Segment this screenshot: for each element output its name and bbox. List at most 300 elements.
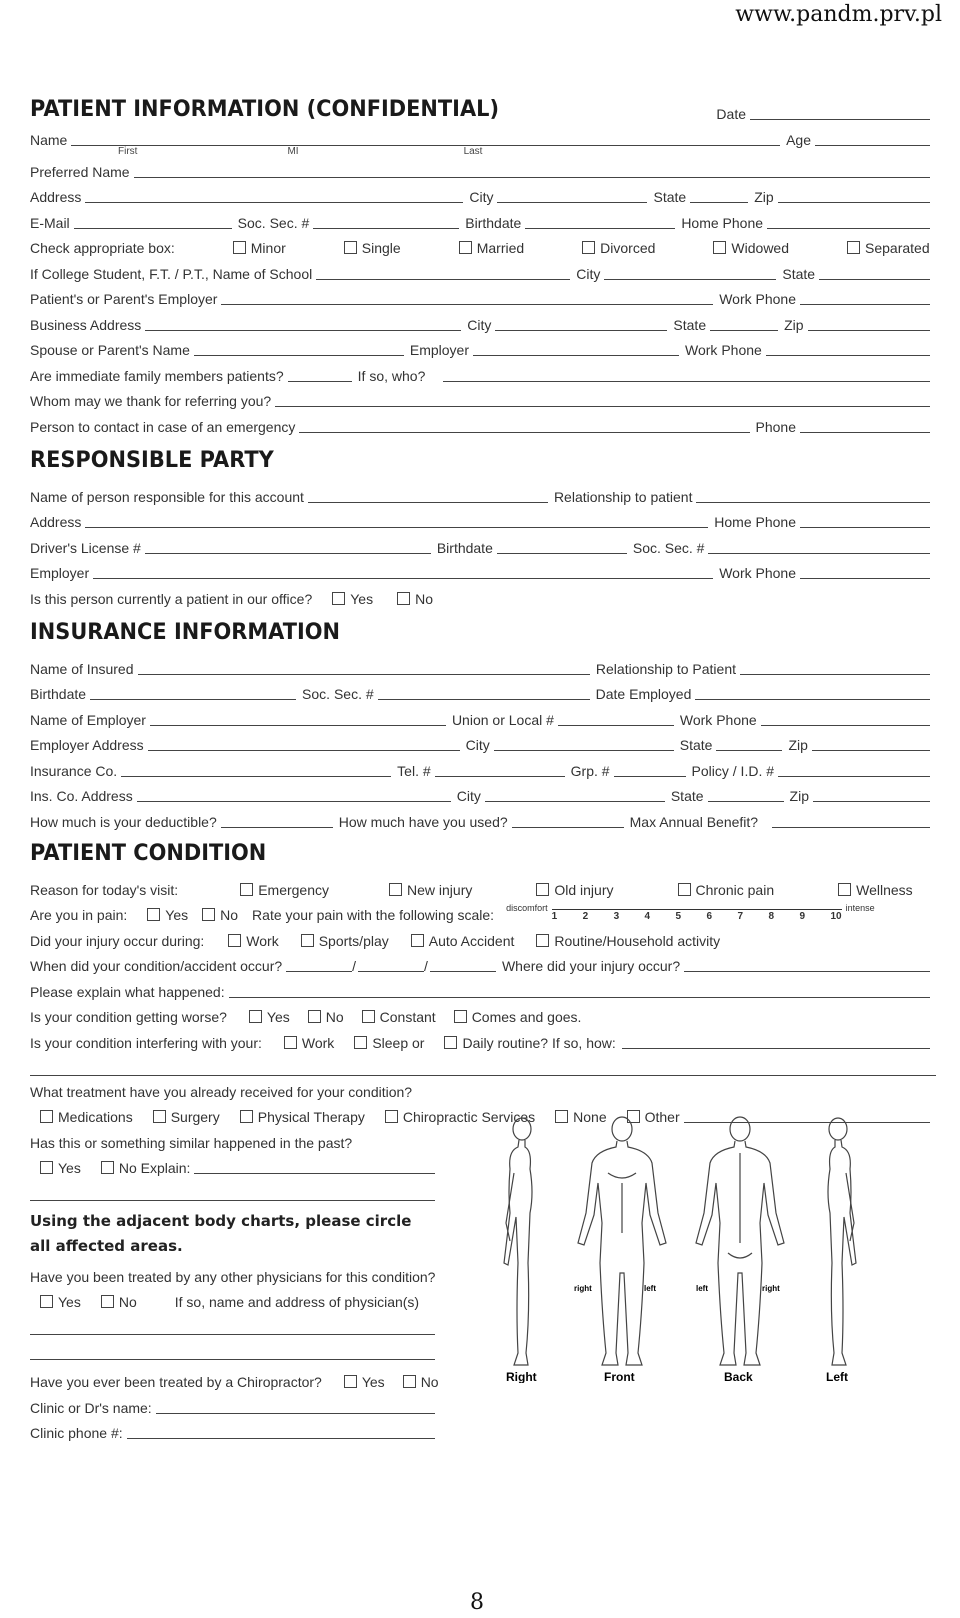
referring-row — [30, 384, 936, 410]
treatment-label: What treatment have you already received for your condition? — [30, 1083, 413, 1100]
checkbox[interactable] — [40, 1161, 53, 1174]
spouse-work-phone-label: Work Phone — [685, 342, 762, 358]
in-pain-label: Are you in pain: — [30, 907, 128, 923]
option-label: Single — [361, 240, 401, 256]
interfering-sleep[interactable] — [354, 1035, 424, 1051]
during-work[interactable] — [228, 933, 278, 949]
address-label: Address — [30, 189, 82, 205]
grp-label: Grp. # — [570, 762, 610, 779]
emergency-label: Person to contact in case of an emergency — [30, 418, 296, 435]
referring-label: Whom may we thank for referring you? — [30, 393, 272, 409]
employer-name-field[interactable] — [150, 711, 446, 726]
insurance-state-label: State — [679, 737, 713, 753]
scale-line — [552, 909, 842, 910]
reason-chronic-pain[interactable] — [678, 882, 775, 898]
similar-explain-field[interactable] — [194, 1159, 435, 1174]
spouse-field[interactable] — [194, 341, 404, 356]
employer-label: Patient's or Parent's Employer — [30, 291, 218, 307]
state-label: State — [653, 189, 687, 205]
responsible-birthdate-label: Birthdate — [436, 539, 493, 556]
section-title-insurance: INSURANCE INFORMATION — [30, 619, 340, 645]
similar-yes[interactable]: Yes — [58, 1160, 81, 1176]
figure-label-left: Left — [826, 1370, 848, 1383]
company-row — [30, 753, 936, 779]
option-label: Wellness — [856, 881, 913, 898]
employer-field[interactable] — [221, 290, 713, 305]
clinic-name-field[interactable] — [156, 1399, 435, 1414]
checkbox[interactable] — [344, 241, 357, 254]
name-field[interactable] — [71, 131, 780, 146]
front-side-label-left: left — [644, 1284, 656, 1293]
checkbox[interactable] — [40, 1110, 53, 1123]
referring-field[interactable] — [275, 392, 930, 407]
checkbox[interactable] — [536, 883, 549, 896]
zip-label: Zip — [754, 189, 774, 205]
option-label: Widowed — [731, 240, 790, 256]
responsible-soc-sec-field[interactable] — [708, 539, 930, 554]
responsible-name-row — [30, 473, 936, 505]
where-label: Where did your injury occur? — [501, 958, 681, 974]
date-employed-field[interactable] — [695, 685, 930, 700]
responsible-employer-field[interactable] — [93, 564, 713, 579]
scale-number[interactable]: 1 — [551, 911, 558, 922]
email-row — [30, 205, 936, 231]
reason-row — [30, 866, 936, 898]
responsible-relationship-field[interactable] — [696, 488, 930, 503]
name-label: Name — [30, 131, 68, 148]
body-note-line-2: all affected areas. — [30, 1237, 183, 1255]
status-row — [30, 231, 936, 257]
co-zip-field[interactable] — [813, 787, 930, 802]
scale-number[interactable]: 10 — [830, 911, 842, 922]
scale-number[interactable]: 8 — [768, 911, 775, 922]
responsible-employer-row — [30, 556, 936, 582]
emergency-field[interactable] — [299, 418, 749, 433]
tel-field[interactable] — [435, 762, 565, 777]
current-patient-no[interactable] — [397, 591, 433, 607]
interfering-row — [30, 1025, 936, 1051]
lower-left-column — [30, 1125, 439, 1441]
work-phone-field[interactable] — [800, 290, 930, 305]
email-field[interactable] — [74, 214, 232, 229]
option-label: Yes — [165, 907, 189, 923]
where-field[interactable] — [684, 957, 930, 972]
home-phone-label: Home Phone — [681, 214, 764, 231]
business-state-label: State — [673, 316, 707, 333]
insured-birthdate-field[interactable] — [90, 685, 296, 700]
option-label: Sports/play — [318, 932, 389, 949]
co-state-field[interactable] — [708, 787, 784, 802]
option-label: Emergency — [258, 881, 329, 898]
home-phone-field[interactable] — [767, 214, 930, 229]
college-label: If College Student, F.T. / P.T., Name of School — [30, 265, 313, 282]
responsible-soc-sec-label: Soc. Sec. # — [632, 539, 705, 556]
school-field[interactable] — [316, 265, 570, 280]
option-label: Yes — [266, 1009, 290, 1025]
interfering-daily[interactable] — [444, 1035, 615, 1051]
clinic-phone-field[interactable] — [127, 1424, 435, 1439]
when-year-field[interactable] — [430, 957, 496, 972]
co-city-label: City — [456, 788, 481, 804]
license-label: Driver's License # — [30, 539, 141, 556]
worse-comes-goes[interactable] — [454, 1009, 582, 1025]
co-address-row — [30, 779, 936, 805]
checkbox[interactable] — [678, 883, 691, 896]
treatment-medications[interactable]: Medications — [58, 1109, 133, 1125]
chiropractor-row — [30, 1360, 439, 1390]
if-so-who-label: If so, who? — [357, 367, 426, 384]
insurance-city-field[interactable] — [494, 736, 674, 751]
body-figure-left[interactable] — [828, 1118, 856, 1365]
checkbox[interactable] — [344, 1375, 357, 1388]
option-label: Sleep or — [372, 1034, 425, 1051]
insurance-state-field[interactable] — [716, 736, 782, 751]
similar-row — [30, 1125, 435, 1151]
current-patient-label: Is this person currently a patient in our office? — [30, 590, 313, 607]
option-label: New injury — [407, 881, 473, 898]
checkbox[interactable] — [582, 241, 595, 254]
policy-label: Policy / I.D. # — [691, 762, 775, 779]
checkbox[interactable] — [536, 934, 549, 947]
grp-field[interactable] — [614, 762, 686, 777]
insurance-zip-field[interactable] — [812, 736, 930, 751]
max-benefit-field[interactable] — [772, 813, 930, 828]
section-title-responsible: RESPONSIBLE PARTY — [30, 447, 274, 473]
option-label: Work — [246, 932, 279, 949]
preferred-row — [30, 158, 936, 180]
checkbox[interactable] — [40, 1295, 53, 1308]
used-label: How much have you used? — [338, 813, 508, 830]
responsible-home-phone-field[interactable] — [800, 513, 930, 528]
city-label: City — [469, 189, 494, 205]
insured-field[interactable] — [138, 660, 590, 675]
max-benefit-label: Max Annual Benefit? — [629, 813, 759, 830]
family-field[interactable] — [288, 367, 352, 382]
responsible-work-phone-label: Work Phone — [719, 565, 796, 581]
site-url: www.pandm.prv.pl — [735, 2, 942, 27]
status-option-single[interactable] — [344, 240, 401, 256]
checkbox[interactable] — [403, 1375, 416, 1388]
pain-no[interactable] — [202, 907, 238, 923]
section-title-condition: PATIENT CONDITION — [30, 840, 267, 866]
emergency-phone-label: Phone — [755, 418, 796, 435]
co-address-field[interactable] — [137, 787, 451, 802]
clinic-name-label: Clinic or Dr's name: — [30, 1399, 152, 1416]
figure-label-front: Front — [604, 1370, 635, 1383]
option-label: Chronic pain — [695, 881, 775, 898]
college-city-field[interactable] — [604, 265, 776, 280]
figure-label-back: Back — [724, 1370, 753, 1383]
scale-number[interactable]: 7 — [737, 911, 744, 922]
work-phone-label: Work Phone — [719, 291, 796, 307]
interfering-extra-line[interactable] — [30, 1051, 936, 1076]
scale-number[interactable]: 5 — [675, 911, 682, 922]
business-city-field[interactable] — [495, 316, 667, 331]
option-label: Daily routine? If so, how: — [462, 1034, 616, 1051]
mi-sublabel: MI — [287, 145, 299, 157]
when-month-field[interactable] — [286, 957, 352, 972]
employer-address-field[interactable] — [148, 736, 460, 751]
insurance-work-phone-label: Work Phone — [679, 711, 757, 728]
preferred-name-field[interactable] — [134, 163, 930, 178]
preferred-name-label: Preferred Name — [30, 163, 130, 180]
option-label: No — [220, 907, 239, 923]
pain-scale-bar[interactable] — [552, 903, 842, 923]
physicians-yes[interactable]: Yes — [58, 1294, 81, 1310]
responsible-address-field[interactable] — [85, 513, 708, 528]
option-label: Separated — [865, 240, 930, 256]
rate-pain-label: Rate your pain with the following scale: — [252, 907, 495, 923]
similar-no-explain[interactable]: No Explain: — [118, 1160, 191, 1176]
checkbox[interactable] — [240, 1110, 253, 1123]
similar-extra-line[interactable] — [30, 1176, 435, 1201]
checkbox[interactable] — [153, 1110, 166, 1123]
scale-number[interactable]: 4 — [644, 911, 651, 922]
checkbox[interactable] — [308, 1010, 321, 1023]
body-figure-right[interactable] — [504, 1118, 532, 1365]
physician-line-2[interactable] — [30, 1335, 435, 1360]
during-sports[interactable] — [301, 933, 389, 949]
chiropractor-yes[interactable]: Yes — [361, 1374, 385, 1390]
insured-soc-sec-field[interactable] — [378, 685, 590, 700]
checkbox[interactable] — [397, 592, 410, 605]
status-option-separated[interactable] — [847, 240, 930, 256]
spouse-row — [30, 333, 936, 359]
checkbox[interactable] — [249, 1010, 262, 1023]
when-day-field[interactable] — [358, 957, 424, 972]
insurance-zip-label: Zip — [788, 737, 808, 753]
lower-section — [30, 1125, 936, 1441]
status-option-widowed[interactable] — [713, 240, 789, 256]
page-number: 8 — [470, 1590, 484, 1615]
who-field[interactable] — [443, 367, 930, 382]
status-option-minor[interactable] — [233, 240, 286, 256]
employer-address-label: Employer Address — [30, 737, 144, 753]
when-row: When did your condition/accident occur? / / Where did your injury occur? — [30, 949, 936, 975]
deductible-row — [30, 804, 936, 830]
option-label: Old injury — [554, 881, 614, 898]
other-physicians-label: Have you been treated by any other physicians for this condition? — [30, 1268, 436, 1285]
scale-number[interactable]: 6 — [706, 911, 713, 922]
checkbox[interactable] — [202, 908, 215, 921]
state-field[interactable] — [690, 188, 748, 203]
treatment-row — [30, 1076, 936, 1100]
responsible-work-phone-field[interactable] — [800, 564, 930, 579]
insured-label: Name of Insured — [30, 660, 134, 677]
union-field[interactable] — [558, 711, 674, 726]
responsible-home-phone-label: Home Phone — [714, 514, 796, 530]
clinic-phone-label: Clinic phone #: — [30, 1425, 123, 1441]
current-patient-yes[interactable] — [332, 591, 373, 607]
checkbox[interactable] — [354, 1036, 367, 1049]
other-physicians-row — [30, 1259, 435, 1285]
worse-yes[interactable] — [249, 1009, 290, 1025]
checkbox[interactable] — [228, 934, 241, 947]
date-label: Date — [716, 106, 746, 122]
company-field[interactable] — [121, 762, 391, 777]
checkbox[interactable] — [444, 1036, 457, 1049]
used-field[interactable] — [512, 813, 624, 828]
checkbox[interactable] — [838, 883, 851, 896]
address-field[interactable] — [85, 188, 463, 203]
option-label: Routine/Household activity — [554, 932, 721, 949]
business-address-field[interactable] — [145, 316, 461, 331]
last-sublabel: Last — [463, 145, 483, 157]
insured-birthdate-row — [30, 677, 936, 703]
option-label: Yes — [350, 590, 374, 607]
discomfort-label: discomfort — [506, 903, 548, 913]
treatment-surgery[interactable]: Surgery — [170, 1109, 220, 1125]
employer-row — [30, 282, 936, 308]
spouse-employer-field[interactable] — [473, 341, 679, 356]
option-label: Work — [301, 1034, 335, 1051]
checkbox[interactable] — [147, 908, 160, 921]
checkbox[interactable] — [101, 1161, 114, 1174]
reason-new-injury[interactable] — [389, 882, 472, 898]
business-zip-field[interactable] — [808, 316, 930, 331]
responsible-employer-label: Employer — [30, 565, 90, 581]
checkbox[interactable] — [301, 934, 314, 947]
email-label: E-Mail — [30, 214, 70, 231]
during-routine[interactable] — [536, 933, 720, 949]
physician-note: If so, name and address of physician(s) — [174, 1294, 420, 1310]
employer-name-row — [30, 702, 936, 728]
insurance-work-phone-field[interactable] — [761, 711, 930, 726]
chiropractor-no[interactable]: No — [420, 1374, 439, 1390]
body-figure-back[interactable] — [696, 1117, 784, 1365]
patient-form — [30, 88, 936, 1441]
soc-sec-field[interactable] — [313, 214, 459, 229]
reason-emergency[interactable] — [240, 882, 329, 898]
insured-relationship-field[interactable] — [740, 660, 930, 675]
checkbox[interactable] — [847, 241, 860, 254]
spouse-work-phone-field[interactable] — [766, 341, 930, 356]
interfering-work[interactable] — [284, 1035, 334, 1051]
reason-old-injury[interactable] — [536, 882, 613, 898]
first-sublabel: First — [118, 145, 138, 157]
option-label: Divorced — [600, 240, 656, 256]
title-row — [30, 88, 936, 122]
status-option-married[interactable] — [459, 240, 524, 256]
explain-field[interactable] — [229, 983, 930, 998]
worse-constant[interactable] — [362, 1009, 436, 1025]
body-charts[interactable] — [492, 1113, 932, 1383]
physicians-no[interactable]: No — [118, 1294, 137, 1310]
checkbox[interactable] — [385, 1110, 398, 1123]
deductible-field[interactable] — [221, 813, 333, 828]
deductible-label: How much is your deductible? — [30, 813, 217, 830]
zip-field[interactable] — [778, 188, 930, 203]
date-employed-label: Date Employed — [595, 686, 692, 702]
treatment-chiropractic[interactable]: Chiropractic Services — [402, 1109, 536, 1125]
license-field[interactable] — [145, 539, 431, 554]
license-row — [30, 530, 936, 556]
date-field[interactable] — [750, 105, 930, 120]
age-field[interactable] — [815, 131, 930, 146]
policy-field[interactable] — [778, 762, 930, 777]
physician-line-1[interactable] — [30, 1310, 435, 1335]
reason-label: Reason for today's visit: — [30, 881, 179, 898]
scale-number[interactable]: 9 — [799, 911, 806, 922]
business-address-row — [30, 307, 936, 333]
during-auto[interactable] — [411, 933, 515, 949]
front-side-label-right: right — [574, 1284, 592, 1293]
co-zip-label: Zip — [789, 788, 809, 804]
scale-number[interactable]: 2 — [582, 911, 589, 922]
status-option-divorced[interactable] — [582, 240, 655, 256]
college-state-field[interactable] — [819, 265, 930, 280]
business-address-label: Business Address — [30, 316, 142, 333]
pain-yes[interactable] — [147, 907, 188, 923]
treatment-physical-therapy[interactable]: Physical Therapy — [257, 1109, 365, 1125]
responsible-address-label: Address — [30, 514, 82, 530]
worse-no[interactable] — [308, 1009, 344, 1025]
checkbox[interactable] — [101, 1295, 114, 1308]
company-label: Insurance Co. — [30, 762, 118, 779]
checkbox[interactable] — [389, 883, 402, 896]
family-row — [30, 358, 936, 384]
age-label: Age — [786, 131, 811, 148]
when-label: When did your condition/accident occur? — [30, 958, 283, 974]
checkbox[interactable] — [233, 241, 246, 254]
body-figure-front[interactable] — [578, 1117, 666, 1365]
college-city-label: City — [576, 265, 601, 282]
scale-number[interactable]: 3 — [613, 911, 620, 922]
checkbox[interactable] — [713, 241, 726, 254]
clinic-phone-row — [30, 1416, 435, 1442]
option-label: Married — [476, 240, 525, 256]
treatment-other[interactable]: Other — [644, 1109, 680, 1125]
spouse-employer-label: Employer — [409, 342, 470, 358]
responsible-address-row — [30, 505, 936, 531]
checkbox[interactable] — [332, 592, 345, 605]
insurance-city-label: City — [465, 737, 490, 753]
business-state-field[interactable] — [710, 316, 778, 331]
checkbox[interactable] — [454, 1010, 467, 1023]
figure-label-right: Right — [506, 1370, 537, 1383]
chiropractor-label: Have you ever been treated by a Chiropractor? — [30, 1374, 322, 1390]
worse-row — [30, 1000, 936, 1026]
co-city-field[interactable] — [485, 787, 665, 802]
other-physicians-options-row — [30, 1285, 435, 1311]
option-label: Constant — [379, 1009, 436, 1025]
check-box-label: Check appropriate box: — [30, 240, 175, 256]
back-side-label-right: right — [762, 1284, 780, 1293]
reason-wellness[interactable] — [838, 882, 913, 898]
address-row — [30, 180, 936, 206]
checkbox[interactable] — [459, 241, 472, 254]
college-state-label: State — [782, 265, 816, 282]
city-field[interactable] — [497, 188, 647, 203]
interfering-field[interactable] — [622, 1034, 930, 1049]
checkbox[interactable] — [362, 1010, 375, 1023]
co-address-label: Ins. Co. Address — [30, 788, 133, 804]
similar-label: Has this or something similar happened in the past? — [30, 1134, 353, 1151]
checkbox[interactable] — [411, 934, 424, 947]
injury-during-label: Did your injury occur during: — [30, 932, 205, 949]
treatment-none[interactable]: None — [573, 1109, 607, 1125]
responsible-birthdate-field[interactable] — [497, 539, 627, 554]
checkbox[interactable] — [240, 883, 253, 896]
body-chart-instruction — [30, 1209, 435, 1259]
emergency-phone-field[interactable] — [800, 418, 930, 433]
similar-options-row — [30, 1151, 435, 1177]
birthdate-field[interactable] — [525, 214, 675, 229]
responsible-name-field[interactable] — [308, 488, 548, 503]
tel-label: Tel. # — [397, 762, 431, 779]
checkbox[interactable] — [284, 1036, 297, 1049]
option-label: Comes and goes. — [471, 1009, 582, 1025]
